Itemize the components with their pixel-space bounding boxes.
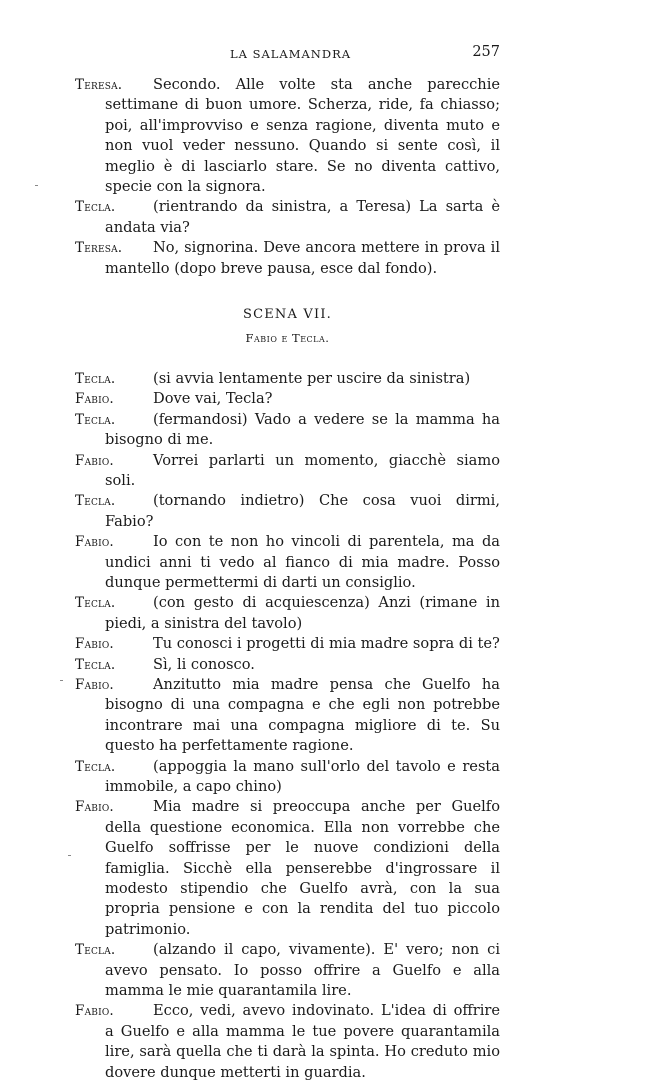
dialogue-entry <box>75 75 500 197</box>
dialogue-entry <box>75 491 500 532</box>
speaker-name: Fabio. <box>75 391 114 408</box>
speaker-name: Tecla. <box>75 656 116 673</box>
dialogue-text: Tu conosci i progetti di mia madre sopra di te? <box>153 635 500 653</box>
dialogue-text: Io con te non ho vincoli di parentela, ma da undici anni ti vedo al fianco di mia madre. Posso dunque permettermi di darti un consiglio. <box>105 533 500 591</box>
speaker-name: Tecla. <box>75 370 116 387</box>
dialogue-entry <box>75 369 500 389</box>
speaker-name: Fabio. <box>75 636 114 653</box>
speaker-name: Fabio. <box>75 676 114 693</box>
dialogue-text: (appoggia la mano sull'orlo del tavolo e resta immobile, a capo chino) <box>105 757 500 795</box>
speaker-name: Fabio. <box>75 799 114 816</box>
scene-characters: Fabio e Tecla. <box>245 331 330 346</box>
dialogue-entry <box>75 1001 500 1083</box>
speaker-name: Tecla. <box>75 758 116 775</box>
running-title: LA SALAMANDRA <box>230 47 352 61</box>
speaker-name: Fabio. <box>75 452 114 469</box>
print-speck <box>35 185 38 186</box>
page-number: 257 <box>472 44 500 60</box>
dialogue-entry <box>75 197 500 238</box>
dialogue-entry <box>75 410 500 451</box>
dialogue-text: (tornando indietro) Che cosa vuoi dirmi, Fabio? <box>105 492 500 530</box>
dialogue-entry <box>75 797 500 940</box>
print-speck <box>68 855 71 856</box>
dialogue-entry <box>75 634 500 654</box>
dialogue-text: Ecco, vedi, avevo indovinato. L'idea di offrire a Guelfo e alla mamma le tue povere quarantamila lire, sarà quella che ti darà la spinta. Ho creduto mio dovere dunque metterti in guardia. <box>105 1002 500 1081</box>
speaker-name: Tecla. <box>75 942 116 959</box>
dialogue-entry <box>75 940 500 1001</box>
speaker-name: Tecla. <box>75 199 116 216</box>
speaker-name: Tecla. <box>75 493 116 510</box>
speaker-name: Fabio. <box>75 534 114 551</box>
speaker-name: Teresa. <box>75 240 123 257</box>
dialogue-text: (fermandosi) Vado a vedere se la mamma ha bisogno di me. <box>105 410 500 449</box>
running-head <box>75 44 500 64</box>
dialogue-text: (si avvia lentamente per uscire da sinistra) <box>153 369 471 387</box>
dialogue-entry <box>75 593 500 634</box>
dialogue-text: No, signorina. Deve ancora mettere in prova il mantello (dopo breve pausa, esce dal fondo). <box>105 239 500 277</box>
speaker-name: Fabio. <box>75 1003 114 1020</box>
print-speck <box>60 680 63 681</box>
dialogue-entry <box>75 655 500 675</box>
dialogue-entry <box>75 238 500 279</box>
dialogue-text: Secondo. Alle volte sta anche parecchie settimane di buon umore. Scherza, ride, fa chiasso; poi, all'improvviso e senza ragione, diventa muto e non vuol veder nessuno. Quando si sente così, il meglio è di lasciarlo stare. Se no diventa cattivo, specie con la signora. <box>105 76 500 196</box>
scene-title: SCENA VII. <box>242 307 333 323</box>
dialogue-entry <box>75 675 500 757</box>
play-text <box>75 75 500 1083</box>
speaker-name: Tecla. <box>75 595 116 612</box>
dialogue-entry <box>75 757 500 798</box>
dialogue-text: Sì, li conosco. <box>153 655 255 673</box>
dialogue-entry <box>75 451 500 492</box>
dialogue-text: Dove vai, Tecla? <box>153 390 273 408</box>
dialogue-text: (alzando il capo, vivamente). E' vero; non ci avevo pensato. Io posso offrire a Guelfo e alla mamma le mie quarantamila lire. <box>105 941 500 1000</box>
speaker-name: Tecla. <box>75 411 116 428</box>
dialogue-text: Vorrei parlarti un momento, giacchè siamo soli. <box>105 451 500 489</box>
dialogue-text: Anzitutto mia madre pensa che Guelfo ha bisogno di una compagna e che egli non potrebbe incontrare mai una compagna migliore di te. Su questo ha perfettamente ragione. <box>105 675 500 755</box>
dialogue-text: (rientrando da sinistra, a Teresa) La sarta è andata via? <box>105 198 500 236</box>
dialogue-entry <box>75 532 500 593</box>
dialogue-entry <box>75 389 500 409</box>
dialogue-text: Mia madre si preoccupa anche per Guelfo della questione economica. Ella non vorrebbe che Guelfo soffrisse per le nuove condizioni della famiglia. Sicchè ella penserebbe d'ingrossare il modesto stipendio che Guelfo avrà, con la sua propria pensione e con la rendita del tuo piccolo patrimonio. <box>105 798 500 938</box>
dialogue-text: (con gesto di acquiescenza) Anzi (rimane in piedi, a sinistra del tavolo) <box>105 594 500 632</box>
speaker-name: Teresa. <box>75 77 123 93</box>
